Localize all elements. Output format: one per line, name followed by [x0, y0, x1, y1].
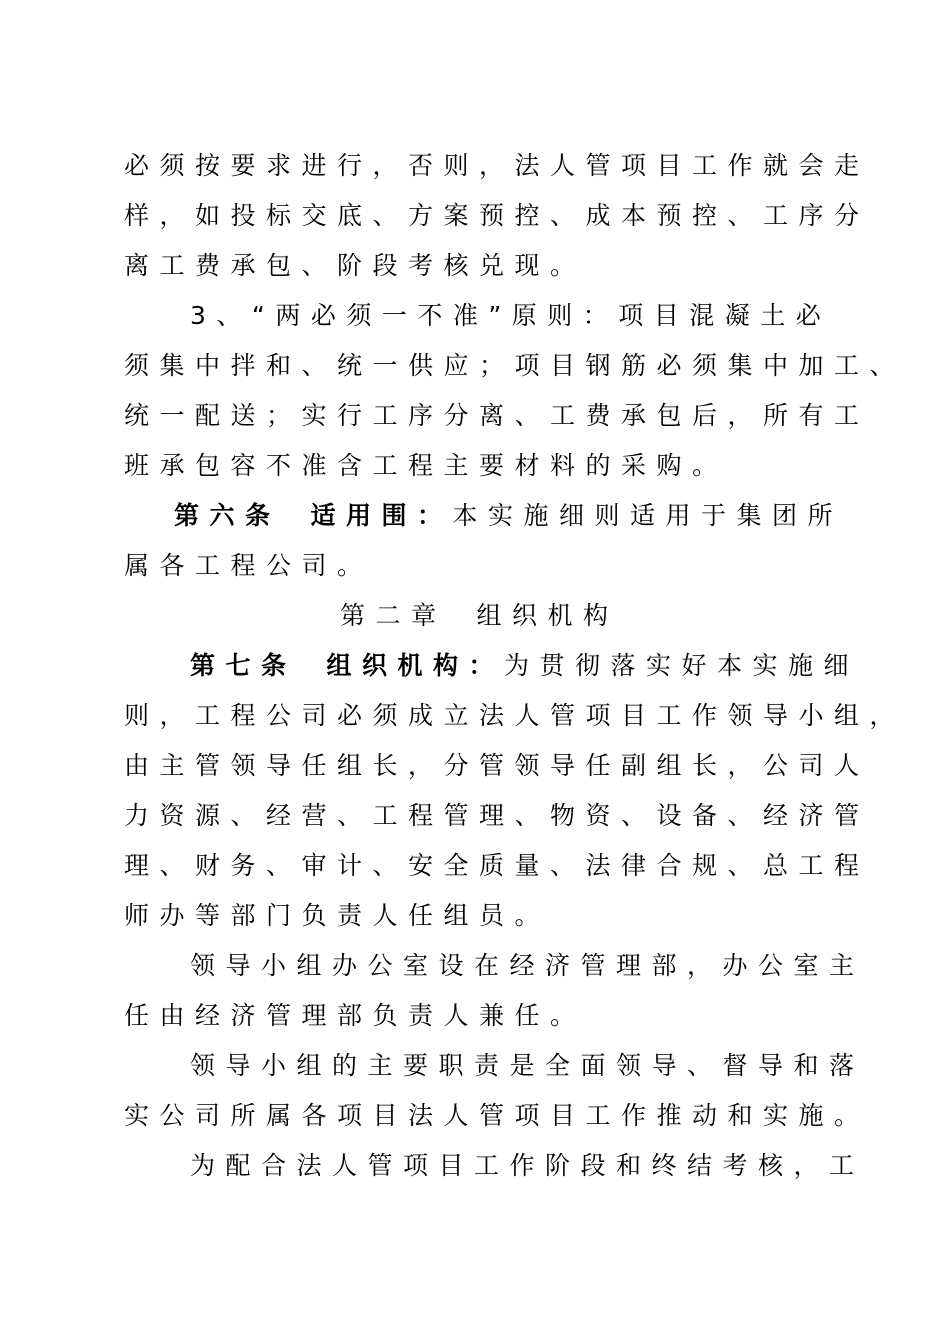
paragraph-line: 属各工程公司。: [124, 551, 373, 580]
paragraph-line: 力资源、经营、工程管理、物资、设备、经济管: [124, 801, 870, 830]
paragraph-line: 为配合法人管项目工作阶段和终结考核，工: [190, 1151, 865, 1180]
paragraph-line: 任由经济管理部负责人兼任。: [124, 1001, 586, 1030]
paragraph-line: 统一配送；实行工序分离、工费承包后，所有工: [124, 401, 870, 430]
article-6-text: 本实施细则适用于集团所: [452, 501, 844, 530]
paragraph-line: 由主管领导任组长，分管领导任副组长，公司人: [124, 751, 870, 780]
article-6-heading: 适用围：: [310, 501, 453, 530]
chapter-title: 组织机构: [476, 601, 619, 630]
chapter-number: 第二章: [340, 601, 447, 630]
article-7-text: 为贯彻落实好本实施细: [504, 651, 860, 680]
article-7-line: [190, 651, 859, 681]
paragraph-line: 理、财务、审计、安全质量、法律合规、总工程: [124, 851, 870, 880]
article-7-heading: 组织机构：: [326, 651, 505, 680]
chapter-heading: [340, 601, 619, 631]
paragraph-line: 师办等部门负责人任组员。: [124, 901, 551, 930]
paragraph-line: 则，工程公司必须成立法人管项目工作领导小组，: [124, 701, 906, 730]
paragraph-line: 离工费承包、阶段考核兑现。: [124, 251, 586, 280]
paragraph-line: 实公司所属各项目法人管项目工作推动和实施。: [124, 1101, 870, 1130]
article-6-line: [174, 501, 843, 531]
article-7-label: 第七条: [190, 651, 297, 680]
paragraph-line: 班承包容不准含工程主要材料的采购。: [124, 451, 728, 480]
paragraph-line: 须集中拌和、统一供应；项目钢筋必须集中加工、: [124, 351, 906, 380]
paragraph-line: 3、“两必须一不准”原则：项目混凝土必: [190, 301, 832, 330]
paragraph-line: 领导小组办公室设在经济管理部，办公室主: [190, 951, 865, 980]
paragraph-line: 必须按要求进行，否则，法人管项目工作就会走: [124, 151, 870, 180]
paragraph-line: 样，如投标交底、方案预控、成本预控、工序分: [124, 201, 870, 230]
paragraph-line: 领导小组的主要职责是全面领导、督导和落: [190, 1051, 865, 1080]
article-6-label: 第六条: [174, 501, 281, 530]
